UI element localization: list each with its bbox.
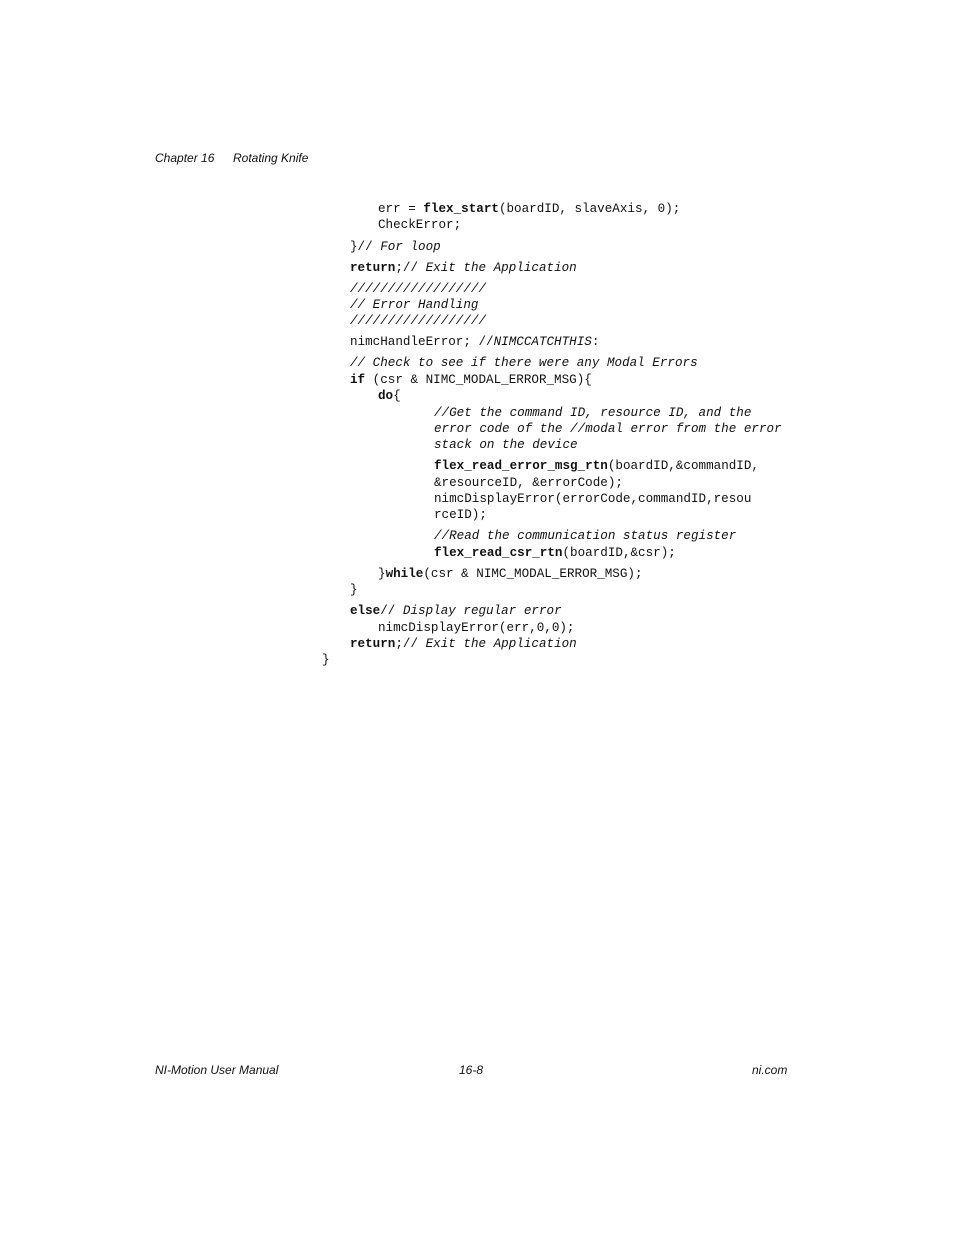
code-line [434, 528, 736, 544]
code-text: // [380, 604, 403, 618]
code-text: } [322, 653, 330, 667]
code-text: : [591, 335, 600, 349]
code-keyword: flex_start [423, 202, 499, 216]
code-comment: // Check to see if there were any Modal Errors [350, 356, 698, 370]
code-keyword: else [350, 604, 381, 618]
code-keyword: return [350, 637, 396, 651]
footer-manual-title: NI-Motion User Manual [155, 1063, 279, 1077]
code-line [350, 355, 698, 371]
code-line [434, 545, 676, 561]
code-line [434, 491, 751, 507]
code-text: (csr & NIMC_MODAL_ERROR_MSG); [423, 567, 643, 581]
code-text: &resourceID, &errorCode); [434, 476, 623, 490]
code-line [350, 281, 486, 297]
running-header-chapter: Chapter 16 [155, 151, 215, 165]
code-keyword: flex_read_error_msg_rtn [434, 459, 608, 473]
code-text: }// [350, 240, 381, 254]
code-comment: stack on the device [434, 438, 578, 452]
code-line [378, 201, 680, 217]
code-line [434, 437, 578, 453]
code-line [350, 334, 599, 350]
code-line [350, 313, 486, 329]
code-text: err = [378, 202, 424, 216]
code-text: { [393, 389, 401, 403]
code-line [434, 458, 759, 474]
code-line [434, 507, 487, 523]
code-text: ;// [395, 261, 426, 275]
code-comment: ////////////////// [350, 314, 487, 328]
footer-website: ni.com [752, 1063, 788, 1077]
code-text: nimcDisplayError(errorCode,commandID,resou [434, 492, 752, 506]
code-comment: For loop [380, 240, 441, 254]
code-line [378, 620, 575, 636]
code-line [434, 421, 782, 437]
code-text: } [378, 567, 386, 581]
code-text: nimcDisplayError(err,0,0); [378, 621, 575, 635]
code-keyword: return [350, 261, 396, 275]
code-line [322, 652, 330, 668]
code-line [434, 405, 751, 421]
code-text: (boardID, slaveAxis, 0); [498, 202, 681, 216]
code-text: CheckError; [378, 218, 462, 232]
code-comment: //Get the command ID, resource ID, and the [434, 406, 752, 420]
code-comment: NIMCCATCHTHIS [493, 335, 592, 349]
code-line [350, 297, 478, 313]
code-comment: //Read the communication status register [434, 529, 737, 543]
code-comment: Display regular error [402, 604, 562, 618]
code-keyword: if [350, 373, 366, 387]
code-keyword: do [378, 389, 394, 403]
running-header-title: Rotating Knife [233, 151, 309, 165]
code-keyword: while [385, 567, 424, 581]
code-keyword: flex_read_csr_rtn [434, 546, 563, 560]
code-comment: Exit the Application [425, 261, 577, 275]
code-text: (csr & NIMC_MODAL_ERROR_MSG){ [365, 373, 592, 387]
code-text: (boardID,&csr); [562, 546, 676, 560]
code-line [378, 388, 401, 404]
code-text: nimcHandleError; // [350, 335, 494, 349]
code-comment: // Error Handling [350, 298, 479, 312]
code-line [378, 217, 461, 233]
code-line [350, 636, 577, 652]
code-comment: error code of the //modal error from the error [434, 422, 782, 436]
code-line [434, 475, 623, 491]
code-line [350, 603, 562, 619]
code-comment: ////////////////// [350, 282, 487, 296]
code-text: (boardID,&commandID, [607, 459, 759, 473]
code-line [350, 372, 592, 388]
code-text: ;// [395, 637, 426, 651]
code-line [350, 260, 577, 276]
code-line [350, 239, 441, 255]
code-line [378, 566, 643, 582]
code-line [350, 582, 358, 598]
code-text: rceID); [434, 508, 487, 522]
code-text: } [350, 583, 358, 597]
code-comment: Exit the Application [425, 637, 577, 651]
footer-page-number: 16-8 [459, 1063, 484, 1077]
